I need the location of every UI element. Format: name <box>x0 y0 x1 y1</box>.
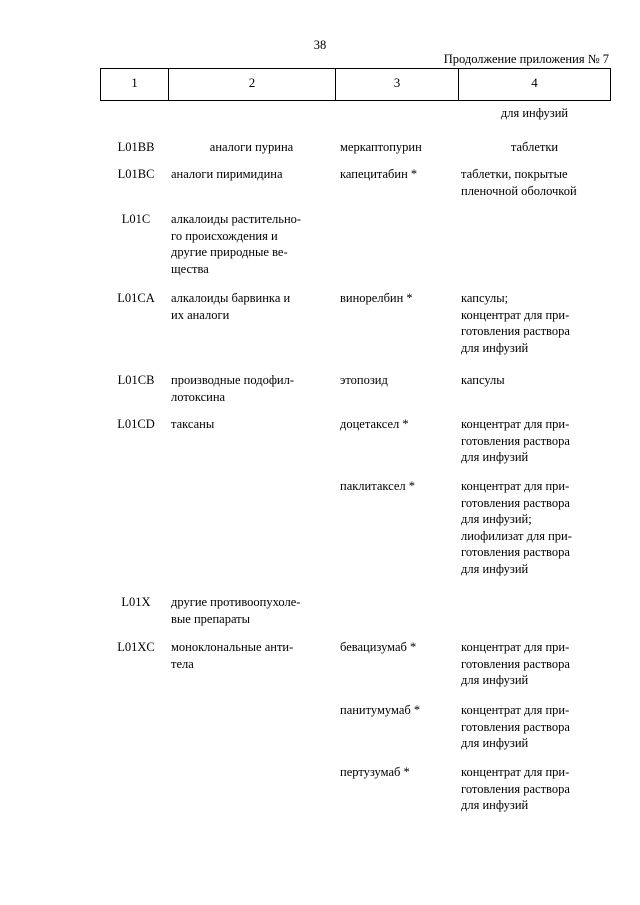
atc-code: L01BB <box>117 140 155 154</box>
drug-name <box>340 290 456 307</box>
dosage-form-line: для инфузий; <box>461 512 532 527</box>
drug-name <box>340 702 456 719</box>
dosage-form-line: готовления раствора <box>461 656 570 671</box>
drug-name <box>340 764 456 781</box>
dosage-form-line: концентрат для при- <box>461 703 570 717</box>
dosage-form <box>461 372 611 389</box>
dosage-form-line: таблетки <box>510 140 559 154</box>
dosage-form-line: для инфузий <box>461 561 529 576</box>
drug-name-line: бевацизумаб * <box>340 640 417 654</box>
group-name <box>168 139 335 156</box>
dosage-form <box>461 764 611 814</box>
group-name-line: алкалоиды барвинка и <box>171 291 291 305</box>
dosage-form-line: концентрат для при- <box>461 765 570 779</box>
drug-name <box>340 139 456 156</box>
dosage-form-line: для инфузий <box>461 736 529 751</box>
atc-code: L01XC <box>117 640 155 654</box>
dosage-form-line: концентрат для при- <box>461 479 570 493</box>
header-cell-2: 2 <box>168 69 335 100</box>
dosage-form-line: для инфузий <box>461 340 529 355</box>
drug-name-line: меркаптопурин <box>340 140 422 154</box>
drug-name <box>340 372 456 389</box>
atc-code: L01C <box>121 212 151 226</box>
group-name <box>171 639 335 672</box>
dosage-form-line: концентрат для при- <box>461 417 570 431</box>
group-name <box>171 211 335 277</box>
dosage-form <box>461 416 611 466</box>
group-name-line: щества <box>171 261 209 276</box>
drug-name-line: доцетаксел * <box>340 417 409 431</box>
atc-code: L01CD <box>117 417 155 431</box>
group-name <box>171 416 335 433</box>
dosage-form <box>461 478 611 578</box>
group-name <box>171 290 335 323</box>
group-name-line: их аналоги <box>171 307 230 322</box>
dosage-form <box>461 166 611 199</box>
dosage-form-line: капсулы <box>461 373 505 387</box>
atc-code: L01BC <box>117 167 155 181</box>
group-name-line: таксаны <box>171 417 215 431</box>
dosage-form <box>458 139 611 156</box>
group-name <box>171 372 335 405</box>
dosage-form-line: концентрат для при- <box>461 640 570 654</box>
header-cell-1: 1 <box>131 75 138 90</box>
dosage-form-line: готовления раствора <box>461 719 570 734</box>
drug-name-line: пертузумаб * <box>340 765 410 779</box>
dosage-form-line: готовления раствора <box>461 495 570 510</box>
group-name <box>171 166 335 183</box>
continued-form-line: для инфузий <box>500 106 569 120</box>
drug-name <box>340 639 456 656</box>
group-name-line: аналоги пиримидина <box>171 167 283 181</box>
dosage-form-line: для инфузий <box>461 798 529 813</box>
group-name-line: другие противоопухоле- <box>171 595 301 609</box>
dosage-form-line: для инфузий <box>461 450 529 465</box>
dosage-form-line: лиофилизат для при- <box>461 528 572 543</box>
continuation-label: Продолжение приложения № 7 <box>443 52 609 66</box>
drug-name-line: капецитабин * <box>340 167 418 181</box>
drug-name-line: панитумумаб * <box>340 703 421 717</box>
continued-form-cell <box>458 105 611 122</box>
drug-name-line: этопозид <box>340 373 388 387</box>
group-name-line: алкалоиды растительно- <box>171 212 302 226</box>
page-number: 38 <box>313 38 327 52</box>
drug-name-line: винорелбин * <box>340 291 413 305</box>
group-name-line: аналоги пурина <box>209 140 294 154</box>
atc-code: L01CA <box>117 291 155 305</box>
dosage-form-line: пленочной оболочкой <box>461 183 577 198</box>
dosage-form <box>461 639 611 689</box>
table-header <box>100 68 611 101</box>
dosage-form-line: капсулы; <box>461 291 509 305</box>
dosage-form <box>461 290 611 356</box>
header-cell-4: 4 <box>458 69 610 100</box>
group-name-line: другие природные ве- <box>171 245 288 260</box>
dosage-form-line: таблетки, покрытые <box>461 167 568 181</box>
dosage-form-line: концентрат для при- <box>461 307 570 322</box>
dosage-form-line: готовления раствора <box>461 781 570 796</box>
dosage-form-line: готовления раствора <box>461 433 570 448</box>
group-name <box>171 594 335 627</box>
group-name-line: лотоксина <box>171 389 226 404</box>
drug-name-line: паклитаксел * <box>340 479 416 493</box>
dosage-form-line: готовления раствора <box>461 545 570 560</box>
drug-name <box>340 478 456 495</box>
dosage-form-line: готовления раствора <box>461 324 570 339</box>
group-name-line: тела <box>171 656 194 671</box>
dosage-form-line: для инфузий <box>461 673 529 688</box>
drug-name <box>340 416 456 433</box>
atc-code: L01X <box>121 595 151 609</box>
header-cell-3: 3 <box>335 69 458 100</box>
dosage-form <box>461 702 611 752</box>
drug-name <box>340 166 456 183</box>
group-name-line: производные подофил- <box>171 373 295 387</box>
group-name-line: вые препараты <box>171 611 251 626</box>
group-name-line: моноклональные анти- <box>171 640 294 654</box>
atc-code: L01CB <box>117 373 155 387</box>
group-name-line: го происхождения и <box>171 228 278 243</box>
